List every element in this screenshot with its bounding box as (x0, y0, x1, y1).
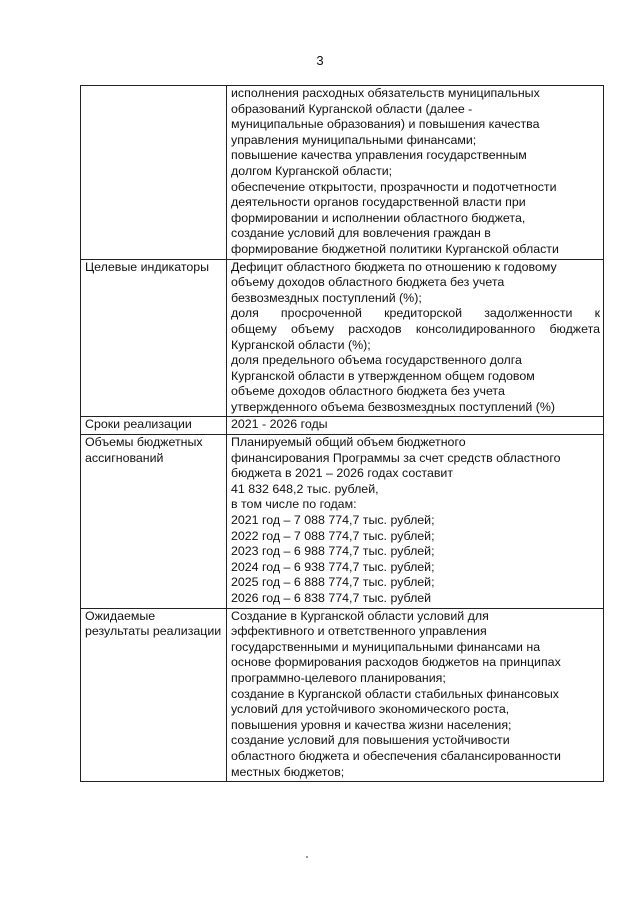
content-line: деятельности органов государственной власти при (231, 195, 526, 210)
content-line: формировании и исполнении областного бюджета, (231, 210, 526, 225)
content-line: государственными и муниципальными финансами на (231, 639, 541, 654)
row-content (227, 435, 604, 609)
content-line: 2026 год – 6 838 774,7 тыс. рублей (231, 591, 432, 605)
table-row (81, 417, 604, 435)
row-content (227, 86, 604, 260)
content-line: местных бюджетов; (231, 764, 345, 779)
content-line: в том числе по годам: (231, 497, 357, 512)
content-line: муниципальные образования) и повышения качества (231, 117, 540, 132)
content-line: создание условий для вовлечения граждан в (231, 226, 491, 241)
table-row (81, 435, 604, 609)
row-label (81, 86, 227, 260)
content-line: обеспечение открытости, прозрачности и подотчетности (231, 179, 557, 194)
content-line: формирование бюджетной политики Курганской области (231, 241, 559, 256)
content-line: 2024 год – 6 938 774,7 тыс. рублей; (231, 559, 435, 574)
row-content (227, 608, 604, 782)
content-line: программно-целевого планирования; (231, 670, 446, 685)
content-line: объему доходов областного бюджета без учета (231, 275, 505, 290)
content-line: Курганской области (%); (231, 337, 371, 352)
content-line: Дефицит областного бюджета по отношению к годовому (231, 259, 557, 274)
content-line: 2021 - 2026 годы (231, 417, 328, 432)
content-line: создание в Курганской области стабильных финансовых (231, 686, 559, 701)
scan-speck (306, 856, 308, 858)
content-line: создание условий для повышения устойчивости (231, 733, 510, 748)
table-row (81, 608, 604, 782)
content-line: 41 832 648,2 тыс. рублей, (231, 481, 379, 496)
content-line: Создание в Курганской области условий для (231, 608, 489, 623)
content-line: безвозмездных поступлений (%); (231, 290, 422, 305)
content-line: областного бюджета и обеспечения сбалансированности (231, 748, 561, 763)
content-line: Планируемый общий объем бюджетного (231, 435, 466, 450)
table-row (81, 259, 604, 417)
content-line: доля предельного объема государственного долга (231, 353, 522, 368)
content-line: объеме доходов областного бюджета без учета (231, 384, 505, 399)
content-line: основе формирования расходов бюджетов на принципах (231, 655, 561, 670)
content-line: общему объему расходов консолидированного бюджета (231, 321, 600, 336)
row-label: Сроки реализации (81, 417, 227, 435)
content-line: доля просроченной кредиторской задолженности к (231, 306, 600, 321)
content-line: долгом Курганской области; (231, 163, 393, 178)
content-line: 2021 год – 7 088 774,7 тыс. рублей; (231, 513, 435, 528)
content-line: повышение качества управления государственным (231, 148, 527, 163)
row-content (227, 259, 604, 417)
row-content (227, 417, 604, 435)
content-line: утвержденного объема безвозмездных поступлений (%) (231, 399, 556, 414)
content-line: Курганской области в утвержденном общем годовом (231, 368, 535, 383)
content-line: условий для устойчивого экономического роста, (231, 702, 510, 717)
content-line: управления муниципальными финансами; (231, 132, 477, 147)
passport-table (80, 85, 604, 782)
content-line: 2025 год – 6 888 774,7 тыс. рублей; (231, 575, 435, 590)
content-line: 2023 год – 6 988 774,7 тыс. рублей; (231, 544, 435, 559)
page-number: 3 (316, 53, 324, 68)
content-line: 2022 год – 7 088 774,7 тыс. рублей; (231, 528, 435, 543)
row-label: Целевые индикаторы (81, 259, 227, 417)
table-row (81, 86, 604, 260)
content-line: бюджета в 2021 – 2026 годах составит (231, 466, 454, 481)
row-label: Ожидаемые результаты реализации (81, 608, 227, 782)
content-line: исполнения расходных обязательств муниципальных (231, 86, 540, 100)
content-line: эффективного и ответственного управления (231, 624, 487, 639)
content-line: образований Курганской области (далее - (231, 101, 473, 116)
content-line: повышения уровня и качества жизни населения; (231, 717, 512, 732)
row-label: Объемы бюджетных ассигнований (81, 435, 227, 609)
content-line: финансирования Программы за счет средств областного (231, 450, 561, 465)
